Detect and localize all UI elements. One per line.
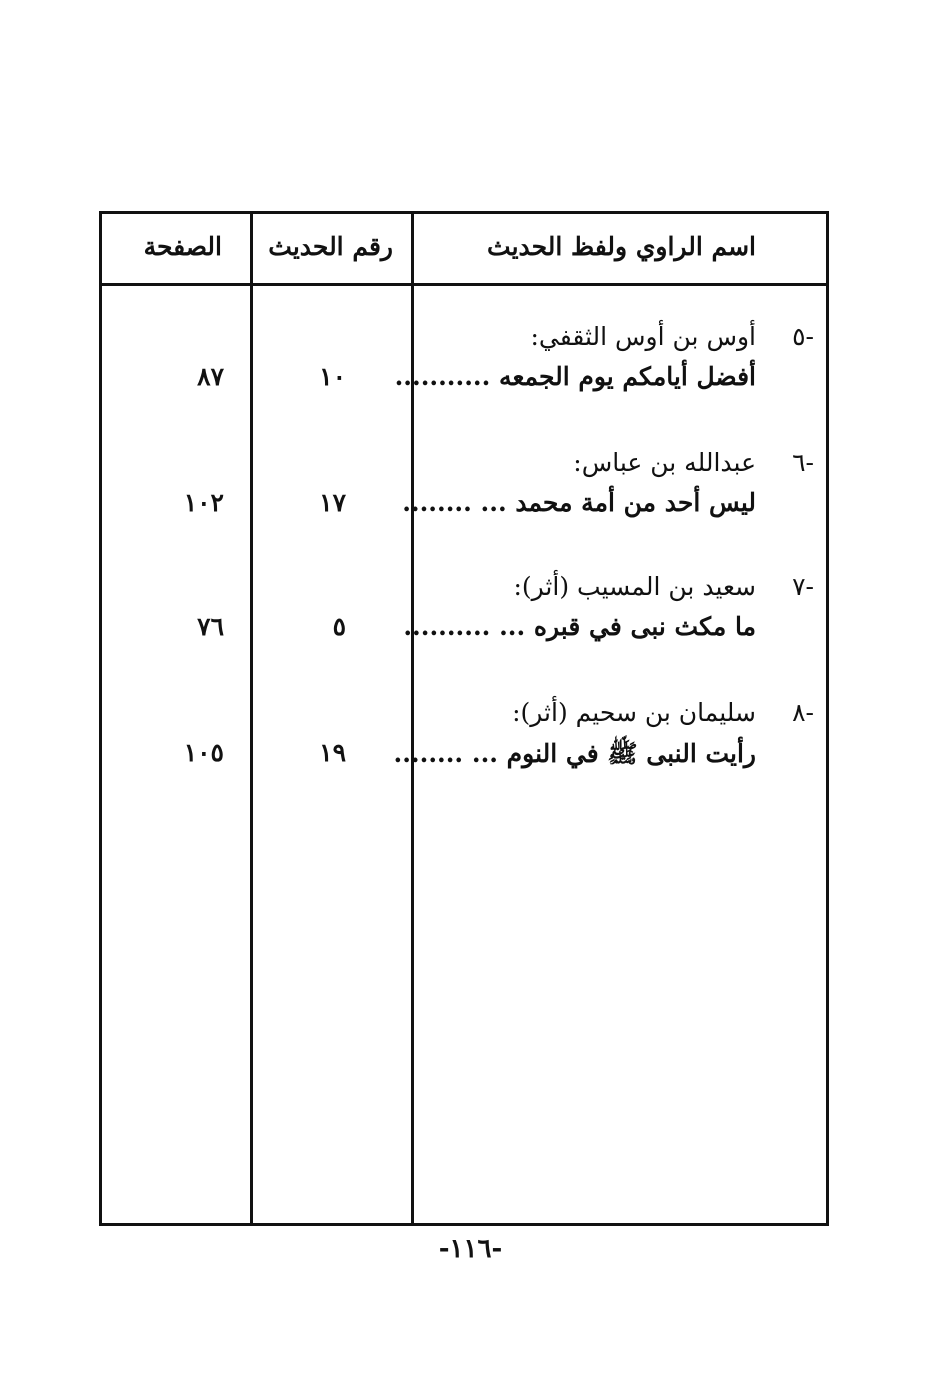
dot-leader: ........... [394, 362, 491, 391]
dot-leader: ........ [393, 739, 464, 768]
hadith-phrase: ليس أحد من أمة محمد ... ........ [402, 488, 756, 517]
dot-leader: .......... [403, 612, 491, 641]
page-number: ٧٦ [197, 612, 224, 641]
hadith-number: ٥ [332, 612, 346, 641]
header-divider [102, 283, 826, 286]
hadith-index-table [99, 211, 829, 1226]
page-number: ١٠٢ [183, 488, 224, 517]
entry-index: -٧ [792, 572, 814, 601]
hadith-number: ١٧ [319, 488, 346, 517]
hadith-phrase: ما مكث نبى في قبره ... .......... [403, 612, 756, 641]
page-number: ١٠٥ [183, 738, 224, 767]
entry-index: -٨ [792, 698, 814, 727]
entry-index: -٥ [792, 322, 814, 351]
hadith-number: ١٠ [319, 362, 346, 391]
dot-leader: ........ [402, 488, 472, 517]
narrator-name: أوس بن أوس الثقفي: [530, 322, 756, 351]
page-number: ٨٧ [197, 362, 224, 391]
hadith-phrase: أفضل أيامكم يوم الجمعه ........... [394, 362, 756, 391]
header-narrator-column: اسم الراوي ولفظ الحديث [487, 232, 756, 261]
narrator-name: سعيد بن المسيب (أثر): [513, 572, 756, 601]
entry-index: -٦ [792, 448, 814, 477]
narrator-name: سليمان بن سحيم (أثر): [512, 698, 756, 727]
header-number-column: رقم الحديث [268, 232, 393, 261]
hadith-phrase: رأيت النبى ﷺ في النوم ... ........ [393, 739, 756, 768]
header-page-column: الصفحة [143, 232, 222, 261]
page-footer-number: -١١٦- [438, 1234, 503, 1264]
column-divider-page [250, 214, 253, 1223]
narrator-name: عبدالله بن عباس: [573, 448, 756, 477]
hadith-number: ١٩ [319, 738, 346, 767]
